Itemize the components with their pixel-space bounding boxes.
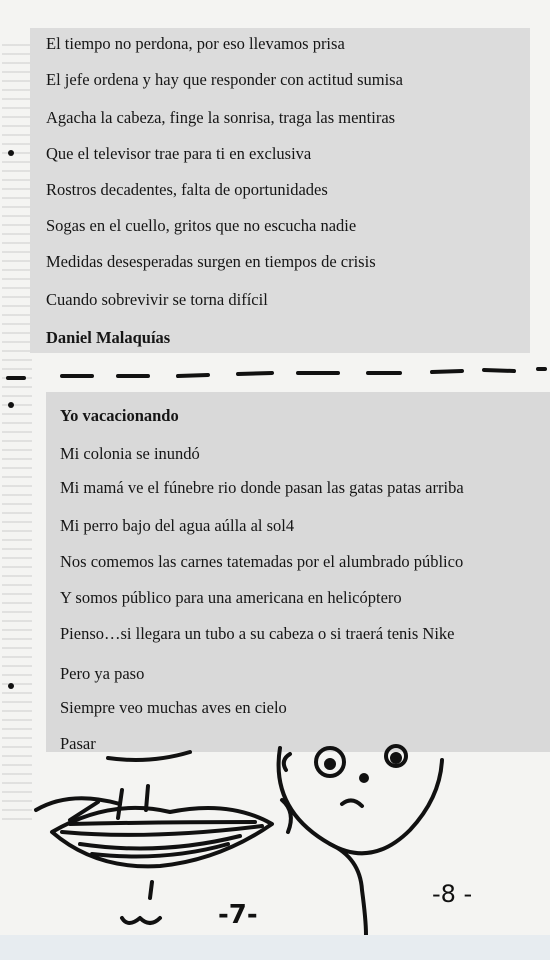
face-outline: [279, 748, 442, 853]
poem-1-line-3: Agacha la cabeza, finge la sonrisa, traga las mentiras: [46, 108, 396, 127]
poem-2-line-9: Pasar: [60, 734, 96, 753]
poem-1-line-2: El jefe ordena y hay que responder con actitud sumisa: [46, 70, 403, 89]
doodle-brow: [108, 752, 190, 760]
bleed-through-texture: [2, 40, 32, 820]
poem-1-line-6: Sogas en el cuello, gritos que no escucha nadie: [46, 216, 357, 235]
poem-1-line-7: Medidas desesperadas surgen en tiempos de crisis: [46, 252, 376, 271]
poem-1-author: Daniel Malaquías: [46, 328, 171, 347]
margin-dot: [8, 402, 14, 408]
page-number-right: -8 -: [432, 880, 473, 908]
poem-2-line-5: Y somos público para una americana en helicóptero: [60, 588, 402, 607]
poem-2-line-2: Mi mamá ve el fúnebre rio donde pasan las gatas patas arriba: [60, 478, 464, 497]
poem-2-line-1: Mi colonia se inundó: [60, 444, 200, 463]
poem-2-line-4: Nos comemos las carnes tatemadas por el alumbrado público: [60, 552, 464, 571]
poem-2-line-3: Mi perro bajo del agua aúlla al sol4: [60, 516, 295, 535]
dashed-separator: [0, 360, 550, 390]
page-number-left: -7-: [218, 900, 258, 930]
poem-2-title: Yo vacacionando: [60, 406, 179, 425]
poem-1-line-5: Rostros decadentes, falta de oportunidades: [46, 180, 328, 199]
margin-dot: [8, 683, 14, 689]
poem-2-line-6: Pienso…si llegara un tubo a su cabeza o si traerá tenis Nike: [60, 624, 455, 643]
poem-2-line-8: Siempre veo muchas aves en cielo: [60, 698, 287, 717]
poem-1-block: [30, 28, 530, 353]
margin-dot: [8, 150, 14, 156]
poem-1-line-1: El tiempo no perdona, por eso llevamos prisa: [46, 34, 345, 53]
poem-2-block: [46, 392, 550, 752]
poem-1-line-8: Cuando sobrevivir se torna difícil: [46, 290, 268, 309]
poem-2-line-7: Pero ya paso: [60, 664, 145, 683]
poem-1-line-4: Que el televisor trae para ti en exclusiva: [46, 144, 312, 163]
